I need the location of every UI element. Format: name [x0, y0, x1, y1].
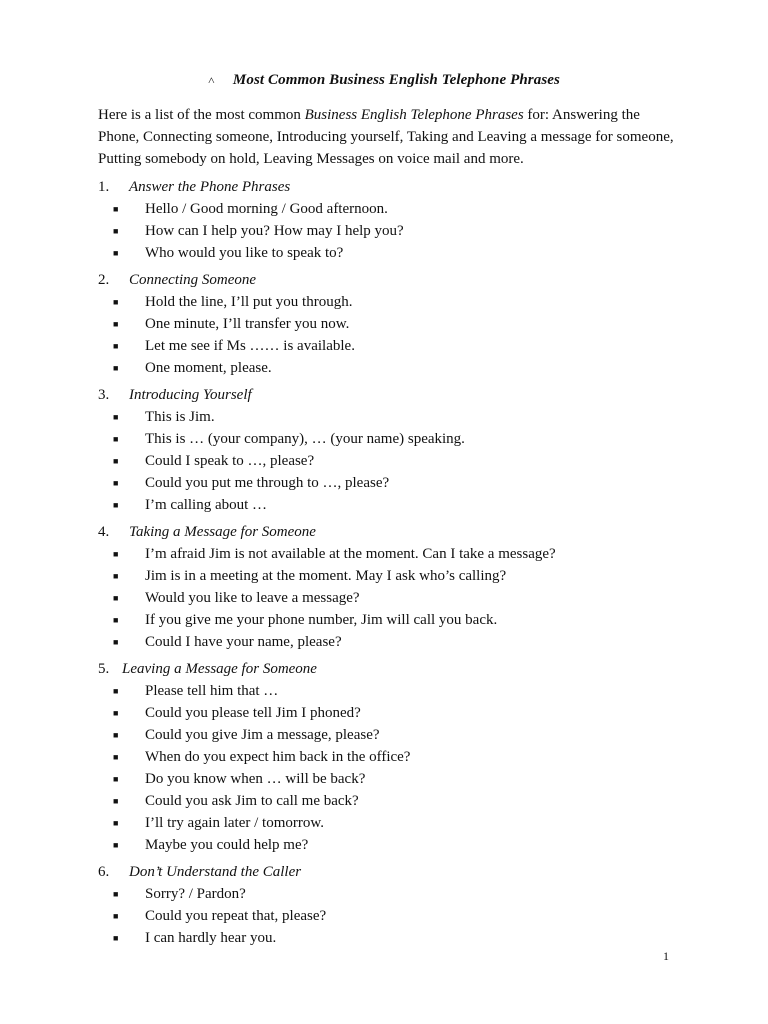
list-item: [98, 543, 698, 565]
phrase-list: [98, 406, 698, 516]
section-heading: [98, 861, 698, 883]
section-number: 5.: [98, 661, 110, 677]
phrase-text: Could I speak to …, please?: [145, 453, 315, 469]
square-bullet-icon: ■: [113, 549, 119, 559]
section-title: Answer the Phone Phrases: [129, 179, 291, 195]
phrase-list: [98, 291, 698, 379]
square-bullet-icon: ■: [113, 571, 119, 581]
square-bullet-icon: ■: [113, 686, 119, 696]
list-item: [98, 313, 698, 335]
phrase-text: How can I help you? How may I help you?: [145, 223, 404, 239]
phrase-list: [98, 543, 698, 653]
phrase-text: Would you like to leave a message?: [145, 590, 360, 606]
square-bullet-icon: ■: [113, 889, 119, 899]
section-heading: [98, 658, 698, 680]
phrase-text: Jim is in a meeting at the moment. May I ask who’s calling?: [145, 568, 507, 584]
phrase-section: [98, 658, 698, 856]
square-bullet-icon: ■: [113, 363, 119, 373]
list-item: [98, 406, 698, 428]
square-bullet-icon: ■: [113, 615, 119, 625]
square-bullet-icon: ■: [113, 911, 119, 921]
phrase-text: Could you put me through to …, please?: [145, 475, 390, 491]
phrase-text: Let me see if Ms …… is available.: [145, 338, 355, 354]
phrase-text: When do you expect him back in the office?: [145, 749, 411, 765]
phrase-text: Could you please tell Jim I phoned?: [145, 705, 361, 721]
square-bullet-icon: ■: [113, 226, 119, 236]
list-item: [98, 768, 698, 790]
phrase-text: Could I have your name, please?: [145, 634, 342, 650]
section-title: Don’t Understand the Caller: [129, 864, 302, 880]
square-bullet-icon: ■: [113, 434, 119, 444]
list-item: [98, 198, 698, 220]
list-item: [98, 883, 698, 905]
square-bullet-icon: ■: [113, 319, 119, 329]
section-heading: [98, 521, 698, 543]
arrowhead-bullet-icon: ˄: [208, 73, 215, 87]
list-item: [98, 494, 698, 516]
square-bullet-icon: ■: [113, 818, 119, 828]
document-title: Most Common Business English Telephone Phrases: [232, 72, 560, 88]
square-bullet-icon: ■: [113, 456, 119, 466]
section-number: 4.: [98, 524, 110, 540]
square-bullet-icon: ■: [113, 248, 119, 258]
intro-paragraph: [98, 104, 678, 170]
list-item: [98, 357, 698, 379]
list-item: [98, 702, 698, 724]
section-title: Introducing Yourself: [129, 387, 252, 403]
square-bullet-icon: ■: [113, 593, 119, 603]
phrase-text: Please tell him that …: [145, 683, 279, 699]
intro-emphasis: Business English Telephone Phrases: [304, 107, 524, 123]
square-bullet-icon: ■: [113, 840, 119, 850]
list-item: [98, 790, 698, 812]
phrase-text: Could you repeat that, please?: [145, 908, 327, 924]
phrase-text: One minute, I’ll transfer you now.: [145, 316, 350, 332]
section-number: 6.: [98, 864, 110, 880]
phrase-text: This is Jim.: [145, 409, 215, 425]
square-bullet-icon: ■: [113, 774, 119, 784]
section-title: Leaving a Message for Someone: [122, 661, 317, 677]
document-title-row: [0, 72, 768, 89]
phrase-section: [98, 861, 698, 949]
square-bullet-icon: ■: [113, 204, 119, 214]
phrase-text: If you give me your phone number, Jim will call you back.: [145, 612, 498, 628]
phrase-section: [98, 176, 698, 264]
section-heading: [98, 176, 698, 198]
square-bullet-icon: ■: [113, 500, 119, 510]
list-item: [98, 905, 698, 927]
list-item: [98, 834, 698, 856]
phrase-text: I can hardly hear you.: [145, 930, 277, 946]
square-bullet-icon: ■: [113, 637, 119, 647]
square-bullet-icon: ■: [113, 412, 119, 422]
list-item: [98, 220, 698, 242]
phrase-list: [98, 198, 698, 264]
list-item: [98, 472, 698, 494]
phrase-section: [98, 269, 698, 379]
phrase-text: Could you give Jim a message, please?: [145, 727, 380, 743]
list-item: [98, 428, 698, 450]
list-item: [98, 724, 698, 746]
phrase-text: Who would you like to speak to?: [145, 245, 344, 261]
square-bullet-icon: ■: [113, 796, 119, 806]
list-item: [98, 631, 698, 653]
phrase-text: Hold the line, I’ll put you through.: [145, 294, 353, 310]
square-bullet-icon: ■: [113, 933, 119, 943]
phrase-text: Maybe you could help me?: [145, 837, 309, 853]
phrase-text: I’ll try again later / tomorrow.: [145, 815, 324, 831]
phrase-section: [98, 384, 698, 516]
section-heading: [98, 384, 698, 406]
list-item: [98, 680, 698, 702]
phrase-section: [98, 521, 698, 653]
list-item: [98, 291, 698, 313]
square-bullet-icon: ■: [113, 708, 119, 718]
intro-text-start: Here is a list of the most common: [98, 107, 305, 123]
list-item: [98, 335, 698, 357]
page-number: 1: [663, 949, 669, 963]
square-bullet-icon: ■: [113, 730, 119, 740]
section-title: Connecting Someone: [129, 272, 257, 288]
phrase-text: This is … (your company), … (your name) speaking.: [145, 431, 465, 447]
list-item: [98, 812, 698, 834]
list-item: [98, 565, 698, 587]
phrase-text: Do you know when … will be back?: [145, 771, 366, 787]
square-bullet-icon: ■: [113, 478, 119, 488]
list-item: [98, 609, 698, 631]
section-number: 1.: [98, 179, 110, 195]
square-bullet-icon: ■: [113, 341, 119, 351]
phrase-sections: [98, 176, 698, 954]
section-number: 3.: [98, 387, 110, 403]
phrase-text: Could you ask Jim to call me back?: [145, 793, 359, 809]
phrase-text: Hello / Good morning / Good afternoon.: [145, 201, 388, 217]
section-title: Taking a Message for Someone: [129, 524, 316, 540]
phrase-list: [98, 883, 698, 949]
phrase-text: I’m calling about …: [145, 497, 268, 513]
intro-text-end: for: Answering the Phone, Connecting someone, Introducing yourself, Taking and Leaving a message for someone, Putting somebody on hold, Leaving Messages on voice mail and more.: [98, 107, 674, 167]
square-bullet-icon: ■: [113, 752, 119, 762]
phrase-text: I’m afraid Jim is not available at the moment. Can I take a message?: [145, 546, 556, 562]
phrase-list: [98, 680, 698, 856]
phrase-text: One moment, please.: [145, 360, 272, 376]
list-item: [98, 746, 698, 768]
list-item: [98, 450, 698, 472]
phrase-text: Sorry? / Pardon?: [145, 886, 246, 902]
section-number: 2.: [98, 272, 110, 288]
section-heading: [98, 269, 698, 291]
list-item: [98, 587, 698, 609]
square-bullet-icon: ■: [113, 297, 119, 307]
list-item: [98, 927, 698, 949]
list-item: [98, 242, 698, 264]
